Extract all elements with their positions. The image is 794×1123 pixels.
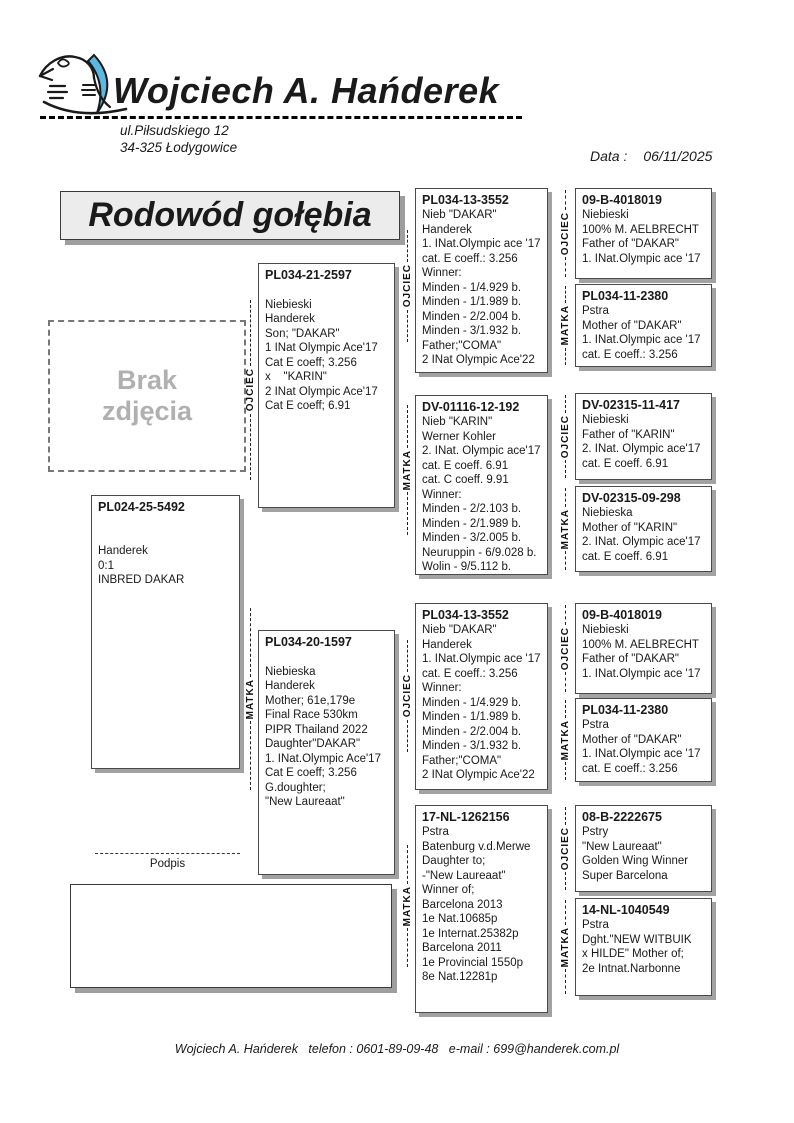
pedigree-line: Cat E coeff; 3.256	[265, 356, 357, 369]
pedigree-line: Pstry	[582, 826, 609, 838]
mother-ring: PL034-20-1597	[265, 635, 352, 649]
pedigree-line: 2 INat Olympic Ace'22	[422, 769, 535, 781]
date-label: Data :	[590, 148, 628, 164]
pedigree-line: Minden - 1/4.929 b.	[422, 696, 522, 709]
ring: DV-02315-09-298	[582, 491, 681, 505]
pedigree-line: Minden - 1/1.989 b.	[422, 711, 522, 723]
great-grandparent-box	[575, 805, 712, 892]
pedigree-line: 2e Intnat.Narbonne	[582, 962, 681, 975]
pedigree-line: Daughter"DAKAR"	[265, 738, 361, 750]
pedigree-line: Niebieska	[582, 507, 633, 519]
pedigree-line: Handerek	[265, 680, 315, 692]
pedigree-line: cat. E coeff.: 3.256	[422, 667, 518, 680]
pedigree-line: 8e Nat.12281p	[422, 971, 498, 983]
lines	[582, 623, 705, 681]
ring: 14-NL-1040549	[582, 903, 670, 917]
great-grandparent-box	[575, 603, 712, 694]
pedigree-line: 0:1	[98, 559, 114, 572]
pedigree-line: INBRED DAKAR	[98, 574, 185, 586]
pedigree-line: Minden - 2/1.989 b.	[422, 517, 522, 530]
lines	[582, 918, 705, 976]
pedigree-line: Winner:	[422, 682, 462, 694]
pedigree-line: Son; "DAKAR"	[265, 327, 340, 340]
pedigree-line: PIPR Thailand 2022	[265, 723, 368, 736]
lines	[582, 413, 705, 471]
subject-lines	[98, 515, 233, 588]
great-grandparent-box	[575, 698, 712, 782]
label-text: OJCIEC	[401, 674, 413, 718]
pedigree-line: Winner of;	[422, 884, 475, 896]
lines	[582, 718, 705, 776]
date-row	[590, 148, 712, 164]
branch-label	[558, 605, 572, 692]
date-value: 06/11/2025	[643, 148, 713, 164]
pedigree-line: Neuruppin - 6/9.028 b.	[422, 546, 537, 559]
pedigree-line: Nieb "DAKAR"	[422, 209, 497, 221]
pedigree-line: Minden - 2/2.004 b.	[422, 725, 522, 738]
brand-divider	[40, 116, 522, 119]
pedigree-line: G.doughter;	[265, 781, 326, 794]
pedigree-line: 1. INat.Olympic ace '17	[422, 653, 541, 665]
brand-name: Wojciech A. Hańderek	[113, 70, 500, 111]
pedigree-line: Cat E coeff; 3.256	[265, 767, 357, 779]
grandfather-paternal-box	[415, 188, 548, 373]
branch-label	[558, 395, 572, 478]
pedigree-line: Minden - 3/1.932 b.	[422, 325, 522, 337]
pedigree-line: Pstra	[422, 826, 449, 838]
signature-box	[70, 884, 392, 988]
pedigree-line: Barcelona 2013	[422, 898, 503, 911]
pedigree-line: Handerek	[422, 638, 472, 651]
pedigree-line: cat. E coeff. 6.91	[582, 550, 669, 563]
great-grandparent-box	[575, 486, 712, 572]
signature-line	[95, 853, 240, 854]
ring: PL034-13-3552	[422, 608, 509, 622]
pedigree-line: Handerek	[265, 313, 315, 325]
pedigree-line: Father of "DAKAR"	[582, 238, 680, 250]
branch-label	[558, 190, 572, 277]
lines	[422, 825, 541, 985]
pedigree-line: cat. E coeff.: 3.256	[582, 762, 678, 775]
pedigree-line: 1. INat.Olympic ace '17	[582, 667, 701, 680]
pedigree-line: Mother of "DAKAR"	[582, 733, 682, 746]
branch-label	[400, 230, 414, 342]
pedigree-line: Nieb "DAKAR"	[422, 624, 497, 636]
pedigree-line: Minden - 1/1.989 b.	[422, 296, 522, 308]
pedigree-line: 1. INat.Olympic ace '17	[582, 748, 701, 760]
photo-placeholder-text: Brak zdjęcia	[101, 365, 193, 426]
pedigree-line: 2. INat. Olympic ace'17	[582, 443, 701, 455]
pedigree-line: Father of "KARIN"	[582, 428, 675, 441]
pedigree-line: cat. C coeff. 9.91	[422, 474, 509, 486]
pedigree-line: 1e Provincial 1550p	[422, 956, 524, 969]
pedigree-line: Mother of "KARIN"	[582, 521, 678, 534]
ring: DV-02315-11-417	[582, 398, 680, 412]
pedigree-line: Cat E coeff; 6.91	[265, 400, 351, 412]
pedigree-line: Pstra	[582, 305, 609, 317]
great-grandparent-box	[575, 284, 712, 367]
pedigree-line: Father;"COMA"	[422, 754, 502, 767]
lines	[422, 415, 541, 575]
ring: PL034-13-3552	[422, 193, 509, 207]
pedigree-line: -"New Laureaat"	[422, 869, 506, 882]
label-text: MATKA	[559, 719, 571, 761]
signature-label: Podpis	[149, 858, 186, 870]
pedigree-line: Winner:	[422, 267, 462, 279]
pedigree-line: Minden - 1/4.929 b.	[422, 281, 522, 294]
pedigree-line: Winner:	[422, 488, 462, 501]
mother-box	[258, 630, 395, 875]
lines	[582, 208, 705, 266]
pedigree-line: 2 INat Olympic Ace'22	[422, 354, 535, 366]
pedigree-line: "New Laureaat"	[582, 840, 662, 853]
label-text: MATKA	[559, 508, 571, 550]
pedigree-line: x HILDE" Mother of;	[582, 948, 684, 960]
branch-label	[558, 286, 572, 365]
pedigree-line: Dght."NEW WITBUIK	[582, 933, 692, 946]
photo-placeholder-box	[48, 320, 246, 472]
label-text: OJCIEC	[244, 368, 256, 412]
ring: DV-01116-12-192	[422, 400, 520, 414]
pedigree-line	[98, 515, 233, 530]
pedigree-line: 2. INat. Olympic ace'17	[422, 445, 541, 457]
pedigree-line: Super Barcelona	[582, 869, 668, 882]
pedigree-line: Wolin - 9/5.112 b.	[422, 561, 512, 573]
pedigree-line: Niebieski	[582, 414, 629, 426]
lines	[422, 208, 541, 368]
pedigree-line: Niebieski	[582, 624, 629, 636]
ring: PL034-11-2380	[582, 289, 669, 303]
pedigree-line: Mother of "DAKAR"	[582, 319, 682, 332]
ring: 09-B-4018019	[582, 608, 662, 622]
branch-label	[558, 807, 572, 890]
label-text: OJCIEC	[559, 211, 571, 256]
father-branch-label	[243, 300, 257, 480]
ring: PL034-11-2380	[582, 703, 669, 717]
mother-lines	[265, 650, 388, 810]
pedigree-line: 1. INat.Olympic ace '17	[582, 252, 701, 265]
label-text: MATKA	[559, 926, 571, 968]
subject-box	[91, 495, 240, 769]
pedigree-line: 100% M. AELBRECHT	[582, 638, 699, 651]
footer-contact: Wojciech A. Hańderek telefon : 0601-89-09-48 e-mail : 699@handerek.com.pl	[174, 1042, 620, 1056]
pedigree-line: Niebieska	[265, 665, 316, 678]
pedigree-line: Golden Wing Winner	[582, 855, 689, 867]
lines	[582, 304, 705, 362]
label-text: OJCIEC	[401, 264, 413, 308]
pedigree-line: 2 INat Olympic Ace'17	[265, 385, 378, 398]
pedigree-line: Pstra	[582, 919, 609, 931]
pedigree-line: 1e Internat.25382p	[422, 927, 519, 940]
pedigree-line: Niebieski	[582, 209, 629, 221]
branch-label	[400, 640, 414, 752]
pedigree-line: Nieb "KARIN"	[422, 416, 493, 428]
pedigree-line: 1 INat Olympic Ace'17	[265, 342, 378, 354]
pedigree-line	[98, 530, 233, 545]
branch-label	[558, 488, 572, 570]
father-ring: PL034-21-2597	[265, 268, 352, 282]
pedigree-line: Minden - 2/2.004 b.	[422, 310, 522, 323]
pedigree-line: Niebieski	[265, 298, 312, 311]
pedigree-line: 1. INat.Olympic ace '17	[582, 334, 701, 346]
grandfather-maternal-box	[415, 603, 548, 790]
address-line-1: ul.Piłsudskiego 12	[120, 123, 229, 138]
pedigree-line: Barcelona 2011	[422, 942, 502, 954]
pedigree-line: Minden - 3/2.005 b.	[422, 532, 522, 544]
pedigree-line: Final Race 530km	[265, 709, 358, 721]
pedigree-line: Minden - 2/2.103 b.	[422, 503, 522, 515]
pedigree-line: Mother; 61e,179e	[265, 694, 356, 707]
lines	[582, 825, 705, 883]
document-title-banner	[60, 191, 400, 240]
great-grandparent-box	[575, 898, 712, 996]
address-line-2: 34-325 Łodygowice	[120, 140, 238, 155]
ring: 17-NL-1262156	[422, 810, 510, 824]
father-lines	[265, 283, 388, 414]
pedigree-line: Daughter to;	[422, 855, 486, 867]
pedigree-line: Handerek	[98, 545, 148, 557]
pedigree-line: cat. E coeff. 6.91	[582, 457, 669, 470]
pedigree-line: 1. INat.Olympic Ace'17	[265, 752, 381, 765]
grandmother-paternal-box	[415, 395, 548, 575]
pedigree-line	[265, 283, 388, 298]
pedigree-line: x "KARIN"	[265, 371, 327, 383]
label-text: MATKA	[244, 678, 256, 720]
grandmother-maternal-box	[415, 805, 548, 1013]
pedigree-line: cat. E coeff.: 3.256	[422, 252, 518, 265]
branch-label	[400, 405, 414, 535]
label-text: OJCIEC	[559, 414, 571, 459]
pedigree-line: Minden - 3/1.932 b.	[422, 740, 522, 752]
great-grandparent-box	[575, 393, 712, 480]
pedigree-line: "New Laureaat"	[265, 796, 345, 808]
branch-label	[558, 700, 572, 780]
label-text: MATKA	[401, 449, 413, 491]
pedigree-line: cat. E coeff. 6.91	[422, 459, 509, 472]
branch-label	[400, 845, 414, 967]
pedigree-line: Batenburg v.d.Merwe	[422, 840, 531, 853]
pedigree-line: 1. INat.Olympic ace '17	[422, 238, 541, 250]
ring: 09-B-4018019	[582, 193, 662, 207]
lines	[582, 506, 705, 564]
label-text: MATKA	[559, 305, 571, 346]
pedigree-line: Werner Kohler	[422, 430, 496, 443]
label-text: OJCIEC	[559, 826, 571, 871]
label-text: OJCIEC	[559, 626, 571, 671]
branch-label	[558, 900, 572, 994]
pedigree-line: 2. INat. Olympic ace'17	[582, 536, 701, 548]
pedigree-line: 100% M. AELBRECHT	[582, 223, 699, 236]
pedigree-line: 1e Nat.10685p	[422, 913, 498, 925]
subject-ring: PL024-25-5492	[98, 500, 185, 514]
ring: 08-B-2222675	[582, 810, 662, 824]
pedigree-line	[265, 650, 388, 665]
pedigree-line: Father of "DAKAR"	[582, 653, 680, 665]
mother-branch-label	[243, 608, 257, 790]
document-title: Rodowód gołębia	[88, 196, 372, 234]
label-text: MATKA	[401, 885, 413, 927]
great-grandparent-box	[575, 188, 712, 279]
pedigree-line: Pstra	[582, 719, 609, 731]
pedigree-line: cat. E coeff.: 3.256	[582, 348, 678, 361]
pedigree-line: Handerek	[422, 223, 472, 236]
pedigree-line: Father;"COMA"	[422, 339, 502, 352]
father-box	[258, 263, 395, 508]
lines	[422, 623, 541, 783]
